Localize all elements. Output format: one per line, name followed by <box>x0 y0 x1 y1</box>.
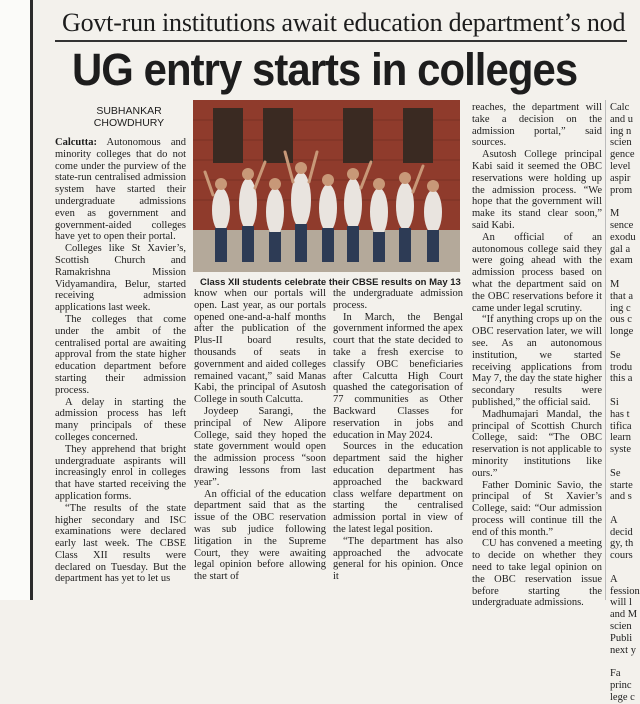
paragraph: Madhumajari Mandal, the principal of Scottish Church College, said: “The OBC reservation is not applicable to minority institutions like ours.” <box>472 408 602 479</box>
cropped-line: learn <box>610 432 631 444</box>
cropped-line: Publi <box>610 632 633 644</box>
paragraph: “The department has also approached the advocate general for his opinion. Once it <box>333 535 463 583</box>
cropped-line <box>610 338 640 350</box>
cropped-line: syste <box>610 444 631 456</box>
paragraph: Asutosh College principal Kabi said it seemed the OBC reservations were holding up the admission process. “We hope that the government will make its stand clear soon,” said Kabi. <box>472 149 602 231</box>
paragraph: the undergraduate admission process. <box>333 288 463 311</box>
paragraph: CU has convened a meeting to decide on whether they need to take legal opinion on the OBC reservation issue before starting the undergraduate admissions. <box>472 538 602 609</box>
article-column-3 <box>333 288 463 600</box>
cropped-line <box>610 503 640 515</box>
cropped-line: ous c <box>610 314 632 326</box>
paragraph: reaches, the department will take a decision on the admission portal,” said sources. <box>472 102 602 149</box>
paragraph: An official of an autonomous college said they were going ahead with the admission process based on what the department said on the OBC reservations before it came under legal scrutiny. <box>472 231 602 314</box>
cropped-line: Calc <box>610 102 630 113</box>
cropped-line: M <box>610 278 620 290</box>
students-celebrating-photo <box>193 100 460 272</box>
paragraph: An official of the education department said that as the issue of the OBC reservation was sub judice following litigation in the Supreme Court, they were awaiting legal opinion before allowing the start of <box>194 488 326 583</box>
paragraph: They apprehend that bright undergraduate aspirants will increasingly enrol in colleges that have started receiving the application forms. <box>55 443 186 502</box>
cropped-line: that a <box>610 290 634 302</box>
cropped-line: Fa <box>610 668 621 680</box>
cropped-line: Se <box>610 467 621 479</box>
paragraph-text: Autonomous and minority colleges that do not come under the purview of the state-run centralised admission system have started their undergraduate admissions even as government and government-aided colleges have yet to open their portal. <box>55 137 186 243</box>
dateline: Calcutta: <box>55 137 97 148</box>
byline-line-2: CHOWDHURY <box>93 117 165 129</box>
cropped-line: fession <box>610 585 640 597</box>
cropped-line: prom <box>610 184 633 196</box>
cropped-line: ing n <box>610 125 632 137</box>
cropped-line: exam <box>610 255 633 267</box>
paragraph: Sources in the education department said the higher education department has approached the backward class welfare department on starting the centralised admission portal in view of the latest legal position. <box>333 441 463 535</box>
byline <box>69 105 189 129</box>
paragraph: Colleges like St Xavier’s, Scottish Church and Ramakrishna Mission Vidyamandira, Belur, started receiving admission applications last week. <box>55 243 186 314</box>
cropped-line: level <box>610 160 631 172</box>
cropped-line: A <box>610 573 618 585</box>
paragraph: The colleges that come under the ambit of the centralised portal are awaiting approval from the state higher education department before starting their admission process. <box>55 313 186 396</box>
cropped-line: decid <box>610 526 633 538</box>
cropped-line <box>610 196 640 208</box>
cropped-line: M <box>610 208 620 220</box>
article-column-4 <box>472 102 602 609</box>
cropped-line: cours <box>610 550 633 562</box>
photo-illustration <box>193 100 460 272</box>
page-title: UG entry starts in colleges <box>72 44 578 95</box>
paragraph: “If anything crops up on the OBC reservation later, we will see. As an autonomous institution, we started receiving applications from May 7, the day the state higher secondary results were published,” the official said. <box>472 314 602 408</box>
cropped-line <box>610 385 640 397</box>
article-column-1 <box>55 137 186 599</box>
paragraph <box>55 137 186 243</box>
cropped-line: ing c <box>610 302 631 314</box>
paragraph: Joydeep Sarangi, the principal of New Alipore College, said they hoped the state government would open the admission process “soon drawing lessons from last year”. <box>194 405 326 488</box>
cropped-line: tifica <box>610 420 632 432</box>
cropped-line: gy, th <box>610 538 634 550</box>
paragraph: Father Dominic Savio, the principal of St Xavier’s College, said: “Our admission process will continue till the end of this month.” <box>472 479 602 538</box>
cropped-line: and M <box>610 609 638 621</box>
cropped-line <box>610 456 640 468</box>
paragraph: “The results of the state higher secondary and ISC examinations were declared early last week. The CBSE Class XII results were declared on Tuesday. But the department has yet to let us <box>55 502 186 585</box>
paragraph: know when our portals will open. Last year, as our portals opened one-and-a-half months after the publication of the Plus-II board results, thousands of seats in government and aided colleges remained vacant,” said Manas Kabi, the principal of Asutosh College in south Calcutta. <box>194 288 326 406</box>
adjacent-article-column-cropped <box>610 102 640 703</box>
kicker-rule <box>55 40 627 42</box>
column-divider <box>605 100 606 600</box>
cropped-line: A <box>610 514 618 526</box>
cropped-line <box>610 562 640 574</box>
cropped-line: gence <box>610 149 635 161</box>
cropped-line: and u <box>610 113 634 125</box>
cropped-line: trodu <box>610 361 633 373</box>
cropped-line: gal a <box>610 243 631 255</box>
cropped-line: next y <box>610 644 636 656</box>
paragraph: A delay in starting the admission process has left many principals of these colleges concerned. <box>55 396 186 443</box>
cropped-line: this a <box>610 373 633 385</box>
cropped-line: lege c <box>610 691 635 703</box>
cropped-line: aspir <box>610 172 631 184</box>
kicker-headline: Govt-run institutions await education department’s nod <box>62 8 626 37</box>
cropped-line: and s <box>610 491 632 503</box>
article-column-2 <box>194 288 326 600</box>
cropped-line: Se <box>610 349 621 361</box>
cropped-line: has t <box>610 408 630 420</box>
cropped-line: longe <box>610 326 634 338</box>
paragraph: In March, the Bengal government informed the apex court that the state decided to take a fresh exercise to classify OBC beneficiaries after Calcutta High Court quashed the categorisation of 77 communities as Other Backward Classes for reservation in jobs and education in May 2024. <box>333 311 463 441</box>
cropped-line: exodu <box>610 231 636 243</box>
cropped-line: scien <box>610 621 632 633</box>
cropped-line: sence <box>610 219 634 231</box>
page-gutter <box>0 0 33 600</box>
cropped-line: scien <box>610 137 632 149</box>
cropped-line: will l <box>610 597 632 609</box>
cropped-line: Si <box>610 396 619 408</box>
cropped-line: princ <box>610 680 632 692</box>
byline-line-1: SUBHANKAR <box>96 105 162 117</box>
cropped-line <box>610 656 640 668</box>
cropped-line: starte <box>610 479 633 491</box>
cropped-line <box>610 267 640 279</box>
photo-caption: Class XII students celebrate their CBSE results on May 13 <box>200 277 461 288</box>
